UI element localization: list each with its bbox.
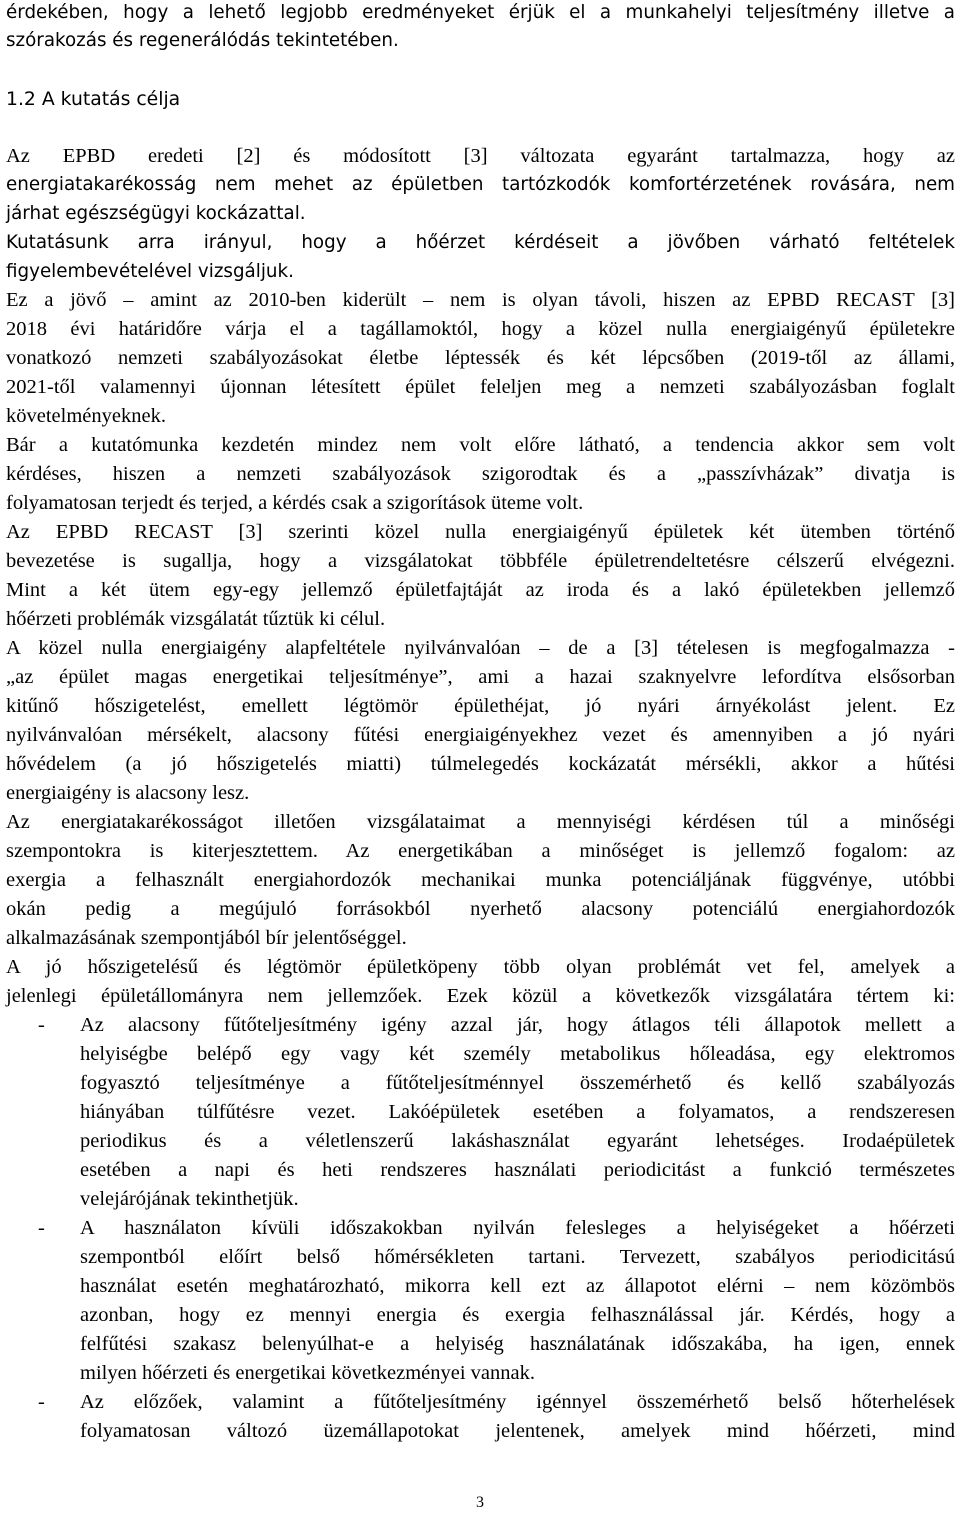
paragraph-line: 2021-től valamennyi újonnan létesített épület feleljen meg a nemzeti szabályozásban foglalt	[6, 376, 955, 398]
page-number: 3	[476, 1494, 484, 1511]
paragraph-line: alkalmazásának szempontjából bír jelentőséggel.	[6, 927, 407, 949]
section-heading: 1.2 A kutatás célja	[6, 89, 181, 110]
bullet-line: folyamatosan változó üzemállapotokat jelentenek, amelyek mind hőérzeti, mind	[80, 1420, 955, 1442]
bullet-line: Az alacsony fűtőteljesítmény igény azzal jár, hogy átlagos téli állapotok mellett a	[80, 1014, 955, 1036]
paragraph-line: „az épület magas energetikai teljesítménye”, ami a hazai szaknyelvre lefordítva elsősorban	[6, 666, 955, 688]
intro-line: szórakozás és regenerálódás tekintetében.	[6, 30, 399, 51]
bullet-line: hiányában túlfűtésre vezet. Lakóépületek esetében a folyamatos, a rendszeresen	[80, 1101, 955, 1123]
paragraph-line: Mint a két ütem egy-egy jellemző épületfajtáját az iroda és a lakó épületekben jellemző	[6, 579, 955, 601]
bullet-line: milyen hőérzeti és energetikai következményei vannak.	[80, 1362, 535, 1384]
bullet-line: felfűtési szakasz belenyúlhat-e a helyiség használatának időszakába, ha igen, ennek	[80, 1333, 955, 1355]
paragraph-line: hővédelem (a jó hőszigetelés miatti) túlmelegedés kockázatát mérsékli, akkor a hűtési	[6, 753, 955, 775]
paragraph-line: járhat egészségügyi kockázattal.	[6, 203, 306, 224]
paragraph-line: Az EPBD eredeti [2] és módosított [3] változata egyaránt tartalmazza, hogy az	[6, 145, 955, 167]
paragraph-line: okán pedig a megújuló forrásokból nyerhető alacsony potenciálú energiahordozók	[6, 898, 955, 920]
paragraph-line: jelenlegi épületállományra nem jellemzőek. Ezek közül a következők vizsgálatára tértem ki:	[6, 985, 955, 1007]
paragraph-line: kérdéses, hiszen a nemzeti szabályozások szigorodtak és a „passzívházak” divatja is	[6, 463, 955, 485]
bullet-line: esetében a napi és heti rendszeres használati periodicitást a funkció természetes	[80, 1159, 955, 1181]
bullet-line: Az előzőek, valamint a fűtőteljesítmény igénnyel összemérhető belső hőterhelések	[80, 1391, 955, 1413]
bullet-marker: -	[38, 1391, 45, 1413]
paragraph-line: szempontokra is kiterjesztettem. Az energetikában a minőséget is jellemző fogalom: az	[6, 840, 955, 862]
intro-line: érdekében, hogy a lehető legjobb eredményeket érjük el a munkahelyi teljesítmény illetve a	[6, 2, 955, 23]
paragraph-line: bevezetése is sugallja, hogy a vizsgálatokat többféle épületrendeltetésre célszerű elvégezni.	[6, 550, 955, 572]
paragraph-line: figyelembevételével vizsgáljuk.	[6, 261, 294, 282]
paragraph-line: Az EPBD RECAST [3] szerinti közel nulla energiaigényű épületek két ütemben történő	[6, 521, 955, 543]
bullet-line: szempontból előírt belső hőmérsékleten tartani. Tervezett, szabályos periodicitású	[80, 1246, 955, 1268]
bullet-line: használat esetén meghatározható, mikorra kell ezt az állapotot elérni – nem közömbös	[80, 1275, 955, 1297]
paragraph-line: hőérzeti problémák vizsgálatát tűztük ki célul.	[6, 608, 386, 630]
paragraph-line: Az energiatakarékosságot illetően vizsgálataimat a mennyiségi kérdésen túl a minőségi	[6, 811, 955, 833]
bullet-line: A használaton kívüli időszakokban nyilván felesleges a helyiségeket a hőérzeti	[80, 1217, 955, 1239]
paragraph-line: Ez a jövő – amint az 2010-ben kiderült – nem is olyan távoli, hiszen az EPBD RECAST [3]	[6, 289, 955, 311]
bullet-line: velejárójának tekinthetjük.	[80, 1188, 299, 1210]
paragraph-line: exergia a felhasznált energiahordozók mechanikai munka potenciáljának függvénye, utóbbi	[6, 869, 955, 891]
bullet-line: helyiségbe belépő egy vagy két személy metabolikus hőleadása, egy elektromos	[80, 1043, 955, 1065]
paragraph-line: A jó hőszigetelésű és légtömör épületköpeny több olyan problémát vet fel, amelyek a	[6, 956, 955, 978]
paragraph-line: energiaigény is alacsony lesz.	[6, 782, 250, 804]
bullet-marker: -	[38, 1014, 45, 1036]
paragraph-line: követelményeknek.	[6, 405, 166, 427]
paragraph-line: energiatakarékosság nem mehet az épületben tartózkodók komfortérzetének rovására, nem	[6, 174, 955, 195]
bullet-line: fogyasztó teljesítménye a fűtőteljesítménnyel összemérhető és kellő szabályozás	[80, 1072, 955, 1094]
bullet-marker: -	[38, 1217, 45, 1239]
paragraph-line: folyamatosan terjedt és terjed, a kérdés csak a szigorítások üteme volt.	[6, 492, 584, 514]
bullet-line: periodikus és a véletlenszerű lakáshasználat egyaránt lehetséges. Irodaépületek	[80, 1130, 955, 1152]
paragraph-line: Bár a kutatómunka kezdetén mindez nem volt előre látható, a tendencia akkor sem volt	[6, 434, 955, 456]
paragraph-line: kitűnő hőszigetelést, emellett légtömör épülethéjat, jó nyári árnyékolást jelent. Ez	[6, 695, 955, 717]
paragraph-line: A közel nulla energiaigény alapfeltétele nyilvánvalóan – de a [3] tételesen is megfogalmazza -	[6, 637, 955, 659]
paragraph-line: Kutatásunk arra irányul, hogy a hőérzet kérdéseit a jövőben várható feltételek	[6, 232, 955, 253]
bullet-line: azonban, hogy ez mennyi energia és exergia felhasználással jár. Kérdés, hogy a	[80, 1304, 955, 1326]
paragraph-line: 2018 évi határidőre várja el a tagállamoktól, hogy a közel nulla energiaigényű épületekre	[6, 318, 955, 340]
paragraph-line: vonatkozó nemzeti szabályozásokat életbe léptessék és két lépcsőben (2019-től az állami,	[6, 347, 955, 369]
paragraph-line: nyilvánvalóan mérsékelt, alacsony fűtési energiaigényekhez vezet és amennyiben a jó nyári	[6, 724, 955, 746]
